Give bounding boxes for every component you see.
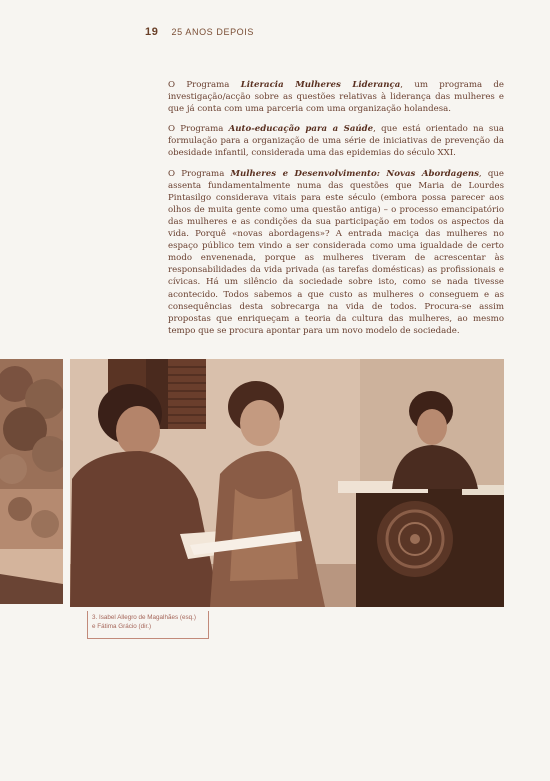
paragraph-3: O Programa Mulheres e Desenvolvimento: Novas Abordagens, que assenta fundamentalmente numa das questões que Maria de Lourdes Pintasilgo considerava vitais para este século (embora possa parecer aos olhos de muita gente como uma questão antiga) – o processo emancipatório das mulheres e as condições da sua participação em todos os aspectos da vida. Porquê «novas abordagens»? A entrada maciça das mulheres no espaço público tem vindo a ser considerada como uma igualdade de certo modo envenenada, porque as mulheres tiveram de acrescentar às responsabilidades da vida privada (as tarefas domésticas) as profissionais e cívicas. Há um silêncio da sociedade sobre isto, como se nada tivesse acontecido. Todos sabemos a que custo as mulheres o conseguem e as consequências desta sobrecarga na vida de todos. Procura-se assim propostas que enriqueçam a teoria da cultura das mulheres, ao mesmo tempo que se procura apontar para um novo modelo de sociedade. bbox=[168, 168, 504, 336]
page-number: 19 bbox=[145, 26, 159, 38]
body-text bbox=[168, 79, 504, 345]
program-name: Auto-educação para a Saúde bbox=[228, 124, 374, 135]
caption-line-1: 3. Isabel Allegro de Magalhães (esq.) bbox=[92, 614, 196, 621]
meeting-photo bbox=[70, 359, 504, 607]
garden-photo bbox=[0, 359, 63, 604]
paragraph-2: O Programa Auto-educação para a Saúde, que está orientado na sua formulação para a organização de uma série de iniciativas de prevenção da obesidade infantil, considerada uma das epidemias do século XXI. bbox=[168, 124, 504, 159]
program-name: Literacia Mulheres Liderança bbox=[240, 80, 401, 90]
running-header bbox=[145, 26, 254, 38]
photo-caption bbox=[87, 611, 209, 639]
program-name: Mulheres e Desenvolvimento: Novas Abordagens bbox=[230, 168, 479, 179]
caption-line-2: e Fátima Grácio (dir.) bbox=[92, 622, 152, 630]
running-title: 25 ANOS DEPOIS bbox=[171, 27, 254, 37]
paragraph-1: O Programa Literacia Mulheres Liderança, um programa de investigação/acção sobre as questões relativas à liderança das mulheres e que já conta com uma parceria com uma organização holandesa. bbox=[168, 80, 504, 115]
